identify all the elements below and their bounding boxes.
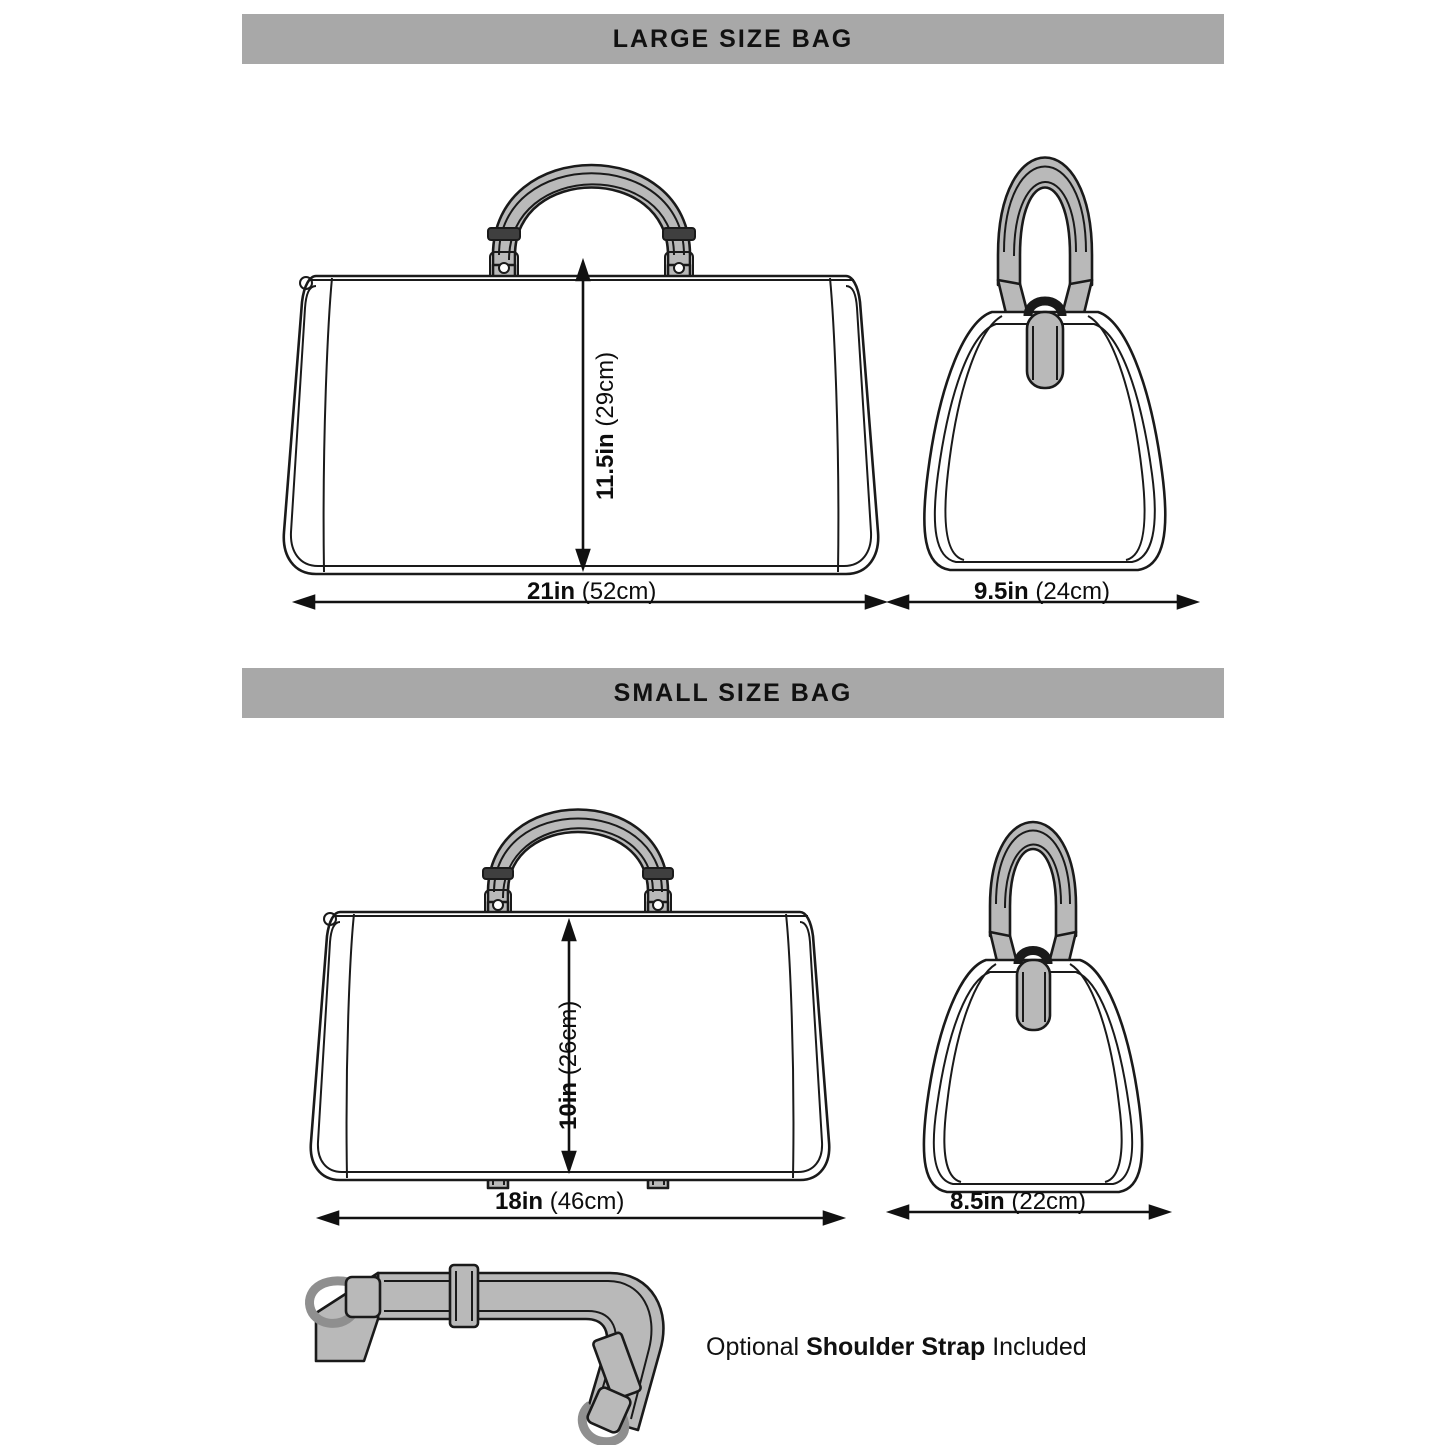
- small-side-body: [924, 951, 1142, 1193]
- section-title-small: SMALL SIZE BAG: [613, 678, 853, 707]
- large-side-body: [924, 301, 1165, 570]
- shoulder-strap-illustration: [300, 1255, 700, 1445]
- small-side-width-label: 8.5in (22cm): [950, 1188, 1087, 1215]
- section-banner-small: [242, 668, 1224, 718]
- section-title-large: LARGE SIZE BAG: [612, 24, 854, 53]
- large-side-width-label: 9.5in (24cm): [974, 578, 1111, 605]
- section-banner-large: [242, 14, 1224, 64]
- small-front-width-label: 18in (46cm): [495, 1188, 625, 1215]
- large-front-width-label: 21in (52cm): [527, 578, 657, 605]
- small-front-height-label: 10in (26cm): [555, 1000, 582, 1130]
- small-bag-side-illustration: [880, 760, 1190, 1210]
- shoulder-strap-note: Optional Shoulder Strap Included: [706, 1333, 1087, 1361]
- large-front-height-label: 11.5in (29cm): [592, 351, 619, 500]
